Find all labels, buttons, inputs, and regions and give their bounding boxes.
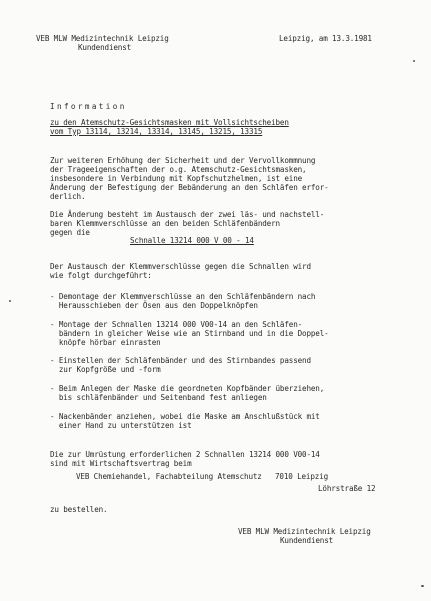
change-line-1: Die Änderung besteht im Austausch der zwei läs- und nachstell- [50, 210, 325, 219]
procedure-intro-1: Der Austausch der Klemmverschlüsse gegen die Schnallen wird [50, 262, 311, 271]
document-date: Leipzig, am 13.3.1981 [279, 34, 372, 43]
step-3-line-1: - Einstellen der Schläfenbänder und des Stirnbandes passend [50, 356, 311, 365]
intro-line-1: Zur weiteren Erhöhung der Sicherheit und der Vervollkommnung [50, 156, 316, 165]
intro-line-3: insbesondere in Verbindung mit Kopfschutzhelmen, ist eine [50, 174, 303, 183]
scan-speck [413, 60, 415, 62]
sender-department: Kundendienst [78, 43, 132, 52]
step-1-line-2: Herausschieben der Ösen aus den Doppelknöpfen [50, 301, 258, 310]
step-1-line-1: - Demontage der Klemmverschlüsse an den Schläfenbändern nach [50, 292, 316, 301]
scan-speck [421, 585, 424, 587]
scan-speck [9, 300, 11, 302]
supplier-line-1: VEB Chemiehandel, Fachabteilung Atemschutz 7010 Leipzig [76, 472, 329, 481]
subject-line-2: vom Typ 13114, 13214, 13314, 13145, 13215, 13315 [50, 127, 263, 136]
step-3-line-2: zur Kopfgröße und -form [50, 365, 161, 374]
order-line-1: Die zur Umrüstung erforderlichen 2 Schnallen 13214 000 V00-14 [50, 450, 320, 459]
step-2-line-2: bändern in gleicher Weise wie an Stirnband und in die Doppel- [50, 329, 329, 338]
change-line-2: baren Klemmverschlüsse an den beiden Schläfenbändern [50, 219, 280, 228]
procedure-intro-2: wie folgt durchgeführt: [50, 271, 152, 280]
supplier-line-2: Löhrstraße 12 [318, 484, 376, 493]
intro-line-2: der Trageeigenschaften der o.g. Atemschutz-Gesichtsmasken, [50, 165, 307, 174]
step-2-line-3: knöpfe hörbar einrasten [50, 338, 161, 347]
intro-line-5: derlich. [50, 192, 86, 201]
order-line-2: sind mit Wirtschaftsvertrag beim [50, 459, 192, 468]
intro-line-4: Änderung der Befestigung der Bebänderung an den Schläfen erfor- [50, 183, 329, 192]
subject-line-1: zu den Atemschutz-Gesichtsmasken mit Vollsichtscheiben [50, 118, 289, 127]
step-5-line-1: - Nackenbänder anziehen, wobei die Maske am Anschlußstück mit [50, 412, 320, 421]
change-line-3: gegen die [50, 228, 90, 237]
signature-line-2: Kundendienst [280, 536, 334, 545]
step-4-line-2: bis schläfenbänder und Seitenband fest anliegen [50, 393, 267, 402]
step-5-line-2: einer Hand zu unterstützen ist [50, 421, 192, 430]
document-heading: Information [50, 102, 127, 111]
part-number: Schnalle 13214 000 V 00 - 14 [130, 236, 254, 245]
signature-line-1: VEB MLW Medizintechnik Leipzig [238, 527, 371, 536]
sender-name: VEB MLW Medizintechnik Leipzig [36, 34, 169, 43]
step-2-line-1: - Montage der Schnallen 13214 000 V00-14 an den Schläfen- [50, 320, 303, 329]
step-4-line-1: - Beim Anlegen der Maske die geordneten Kopfbänder überziehen, [50, 384, 325, 393]
closing-text: zu bestellen. [50, 505, 108, 514]
